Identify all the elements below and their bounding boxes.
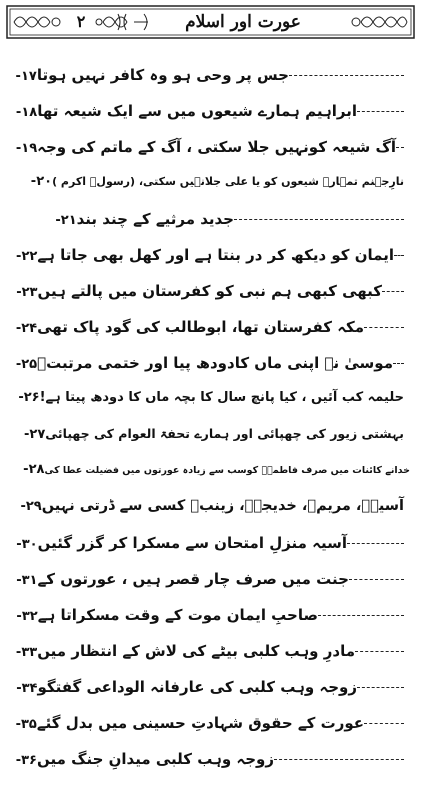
toc-item-number: ۳۶- — [15, 753, 37, 768]
toc-item — [12, 750, 410, 768]
toc-item — [12, 138, 410, 156]
toc-item-number: ۲۸- — [23, 462, 45, 477]
leader-line — [396, 146, 404, 148]
toc-item — [12, 102, 410, 120]
toc-item-number: ۲۳- — [16, 285, 38, 300]
toc-item-text: آسیہؑ، مریمؑ، خدیجہؑ، زینبؑ کسی سے ڈرتی نہیں — [41, 498, 404, 514]
leader-line — [382, 290, 404, 292]
leader-line — [234, 218, 404, 220]
leader-line — [274, 758, 404, 760]
toc-item — [12, 642, 410, 660]
page-header — [6, 5, 415, 39]
toc-item — [12, 570, 410, 588]
toc-item-text: کبھی کبھی ہم نبی کو کفرستان میں پالتے ہیں — [37, 282, 382, 300]
toc-item-number: ۲۷- — [24, 427, 46, 442]
toc-item — [12, 66, 410, 84]
page-number: ۲ — [76, 12, 86, 31]
leader-line — [289, 74, 404, 76]
toc-item-text: آگ شیعہ کونہیں جلا سکتی ، آگ کے ماتم کی وجہ — [37, 138, 396, 156]
toc-item — [12, 534, 410, 552]
toc-item-number: ۲۴- — [15, 321, 38, 336]
leader-line — [394, 254, 404, 256]
toc-item-number: ۳۲- — [16, 609, 38, 624]
toc-item-number: ۱۸- — [15, 105, 38, 120]
toc-item-text: موسیٰ نے اپنی ماں کادودھ پیا اور ختمی مرتبتؐ — [37, 354, 393, 372]
toc-item-text: نارِجہنم تمہارے شیعوں کو یا علی جلانہیں سکتی، (رسولؐ اکرم ) — [52, 175, 404, 188]
toc-item-number: ۳۵- — [15, 717, 37, 732]
toc-item — [12, 318, 410, 336]
toc-item — [27, 174, 410, 189]
toc-item-number: ۲۲- — [16, 249, 38, 264]
toc-item — [12, 606, 410, 624]
toc-item-number: ۲۵- — [15, 357, 38, 372]
toc-item — [16, 498, 410, 514]
leader-line — [364, 722, 404, 724]
book-title: عورت اور اسلام — [185, 12, 301, 32]
toc-item-text: جنت میں صرف چار قصر ہیں ، عورتوں کے — [37, 570, 349, 588]
toc-item — [12, 282, 410, 300]
toc-item-text: مادرِ وہب کلبی بیٹے کی لاش کے انتظار میں — [37, 642, 355, 660]
toc-item-number: ۳۳- — [15, 645, 38, 660]
toc-item-text: عورت کے حقوق شہادتِ حسینی میں بدل گئے — [36, 714, 364, 732]
toc-item — [20, 426, 410, 442]
toc-item — [12, 354, 410, 372]
toc-item-number: ۱۷- — [15, 69, 37, 84]
toc-item — [12, 678, 410, 696]
leader-line — [355, 650, 404, 652]
toc-item-text: صاحبِ ایمان موت کے وقت مسکراتا ہے — [37, 606, 318, 624]
leader-line — [347, 542, 404, 544]
toc-item-text: زوجہ وہب کلبی میدانِ جنگ میں — [36, 750, 274, 768]
toc-item-text: حلیمہ کب آئیں ، کیا پانچ سال کا بچہ ماں کا دودھ پیتا ہے! — [39, 390, 404, 405]
toc-item-text: جس پر وحی ہو وہ کافر نہیں ہوتا — [36, 66, 289, 84]
toc-item-text: مکہ کفرستان تھا، ابوطالب کی گود پاک تھی — [37, 318, 364, 336]
toc-item-number: ۱۹- — [15, 141, 38, 156]
toc-item-text: زوجہ وہب کلبی کی عارفانہ الوداعی گفتگو — [37, 678, 357, 696]
toc-item — [12, 246, 410, 264]
toc-item-text: خدانے کائنات میں صرف فاطمہؑ کوسب سے زیادہ عورتوں میں فضیلت عطا کی — [44, 465, 410, 476]
toc-item-text: ابراہیم ہمارے شیعوں میں سے ایک شیعہ تھا — [37, 102, 357, 120]
toc-item-number: ۳۱- — [16, 573, 38, 588]
toc-item-text: بہشتی زیور کی چھپائی اور ہمارے تحفۃ العوام کی چھپائی — [45, 426, 404, 441]
toc-item — [14, 390, 410, 405]
toc-item-number: ۲۰- — [30, 174, 53, 189]
leader-line — [318, 614, 404, 616]
leader-line — [393, 362, 404, 364]
toc-item-text: آسیہ منزلِ امتحان سے مسکرا کر گزر گئیں — [37, 534, 347, 552]
leader-line — [357, 110, 404, 112]
toc-item-number: ۲۶- — [18, 390, 40, 405]
toc-item-number: ۲۱- — [55, 213, 77, 228]
leader-line — [364, 326, 404, 328]
toc-item-text: جدید مرثیے کے چند بند — [76, 210, 234, 228]
toc-item-number: ۳۰- — [16, 537, 38, 552]
leader-line — [357, 686, 404, 688]
toc-item-number: ۳۴- — [16, 681, 38, 696]
leader-line — [349, 578, 404, 580]
toc-item-text: ایمان کو دیکھ کر در بنتا ہے اور کھل بھی جاتا ہے — [37, 246, 394, 264]
toc-item — [12, 714, 410, 732]
toc-item — [19, 462, 410, 477]
toc-item-number: ۲۹- — [20, 499, 42, 514]
toc-item — [51, 210, 410, 228]
